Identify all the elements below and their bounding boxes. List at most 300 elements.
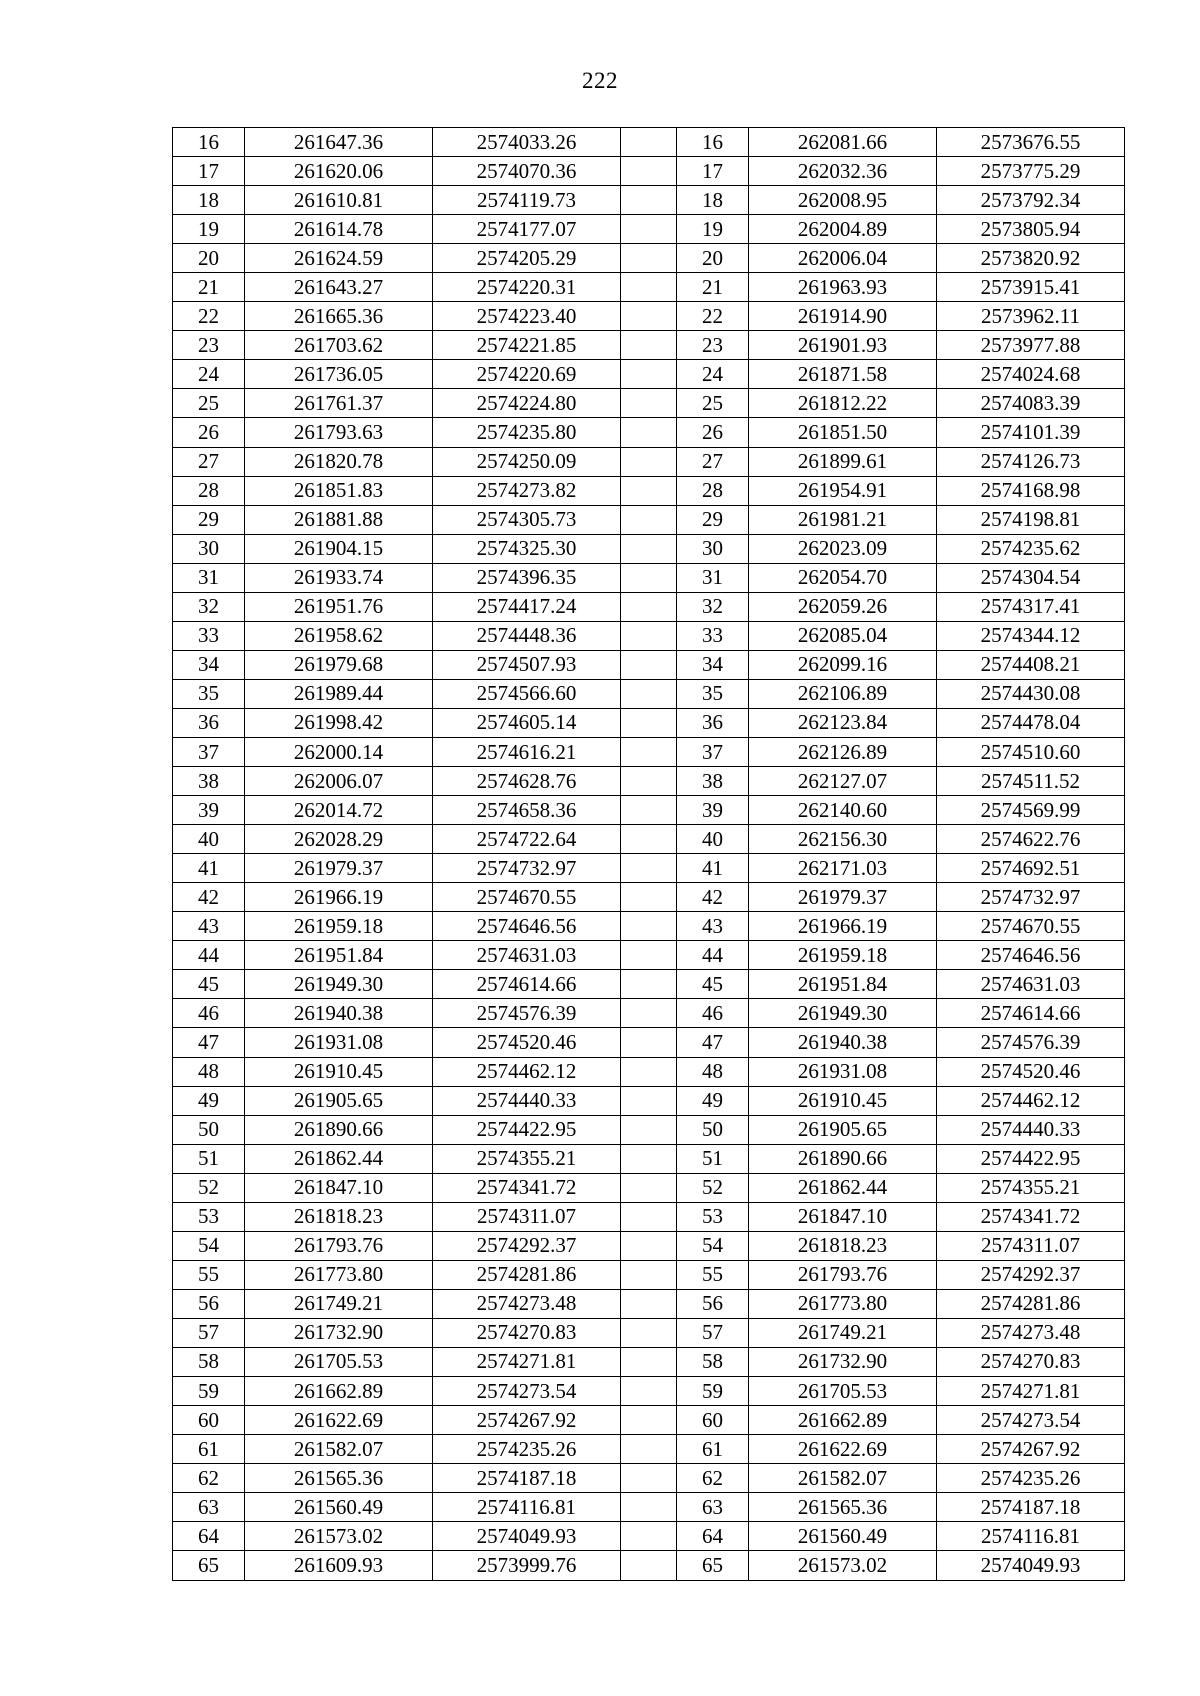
column-spacer-cell <box>621 854 677 883</box>
left-x-coordinate-cell: 261624.59 <box>245 244 433 273</box>
right-x-coordinate-cell: 261705.53 <box>749 1377 937 1406</box>
right-y-coordinate-cell: 2574235.26 <box>937 1464 1125 1493</box>
right-point-number-cell: 50 <box>677 1115 749 1144</box>
left-point-number-cell: 65 <box>173 1551 245 1581</box>
left-x-coordinate-cell: 262014.72 <box>245 796 433 825</box>
right-y-coordinate-cell: 2574510.60 <box>937 737 1125 766</box>
column-spacer-cell <box>621 302 677 331</box>
right-point-number-cell: 44 <box>677 941 749 970</box>
right-x-coordinate-cell: 261851.50 <box>749 418 937 447</box>
column-spacer-cell <box>621 883 677 912</box>
left-x-coordinate-cell: 261560.49 <box>245 1493 433 1522</box>
column-spacer-cell <box>621 1464 677 1493</box>
column-spacer-cell <box>621 1115 677 1144</box>
left-point-number-cell: 41 <box>173 854 245 883</box>
right-point-number-cell: 63 <box>677 1493 749 1522</box>
left-y-coordinate-cell: 2574448.36 <box>433 621 621 650</box>
right-y-coordinate-cell: 2574631.03 <box>937 970 1125 999</box>
left-point-number-cell: 37 <box>173 737 245 766</box>
column-spacer-cell <box>621 1551 677 1581</box>
left-x-coordinate-cell: 261818.23 <box>245 1202 433 1231</box>
table-row <box>173 1435 1125 1464</box>
right-x-coordinate-cell: 262006.04 <box>749 244 937 273</box>
right-point-number-cell: 37 <box>677 737 749 766</box>
right-y-coordinate-cell: 2574267.92 <box>937 1435 1125 1464</box>
left-y-coordinate-cell: 2574270.83 <box>433 1318 621 1347</box>
right-x-coordinate-cell: 261890.66 <box>749 1144 937 1173</box>
right-y-coordinate-cell: 2574273.54 <box>937 1406 1125 1435</box>
left-y-coordinate-cell: 2574646.56 <box>433 912 621 941</box>
column-spacer-cell <box>621 1435 677 1464</box>
table-row <box>173 1202 1125 1231</box>
right-y-coordinate-cell: 2574341.72 <box>937 1202 1125 1231</box>
table-row <box>173 592 1125 621</box>
column-spacer-cell <box>621 157 677 186</box>
right-x-coordinate-cell: 261582.07 <box>749 1464 937 1493</box>
right-x-coordinate-cell: 262085.04 <box>749 621 937 650</box>
left-x-coordinate-cell: 261705.53 <box>245 1347 433 1376</box>
right-y-coordinate-cell: 2574732.97 <box>937 883 1125 912</box>
left-y-coordinate-cell: 2574049.93 <box>433 1522 621 1551</box>
left-x-coordinate-cell: 261979.68 <box>245 650 433 679</box>
left-y-coordinate-cell: 2574462.12 <box>433 1057 621 1086</box>
right-x-coordinate-cell: 261931.08 <box>749 1057 937 1086</box>
left-point-number-cell: 19 <box>173 215 245 244</box>
column-spacer-cell <box>621 767 677 796</box>
right-y-coordinate-cell: 2574422.95 <box>937 1144 1125 1173</box>
left-x-coordinate-cell: 261732.90 <box>245 1318 433 1347</box>
right-point-number-cell: 61 <box>677 1435 749 1464</box>
right-y-coordinate-cell: 2574692.51 <box>937 854 1125 883</box>
left-x-coordinate-cell: 261910.45 <box>245 1057 433 1086</box>
left-x-coordinate-cell: 261582.07 <box>245 1435 433 1464</box>
right-y-coordinate-cell: 2574462.12 <box>937 1086 1125 1115</box>
right-point-number-cell: 51 <box>677 1144 749 1173</box>
right-y-coordinate-cell: 2574520.46 <box>937 1057 1125 1086</box>
right-x-coordinate-cell: 262008.95 <box>749 186 937 215</box>
left-x-coordinate-cell: 261773.80 <box>245 1260 433 1289</box>
column-spacer-cell <box>621 970 677 999</box>
left-point-number-cell: 27 <box>173 447 245 476</box>
left-y-coordinate-cell: 2574220.69 <box>433 360 621 389</box>
table-row <box>173 418 1125 447</box>
table-row <box>173 767 1125 796</box>
right-point-number-cell: 46 <box>677 999 749 1028</box>
column-spacer-cell <box>621 825 677 854</box>
table-row <box>173 1347 1125 1376</box>
right-x-coordinate-cell: 261818.23 <box>749 1231 937 1260</box>
column-spacer-cell <box>621 447 677 476</box>
right-point-number-cell: 33 <box>677 621 749 650</box>
right-point-number-cell: 17 <box>677 157 749 186</box>
column-spacer-cell <box>621 1144 677 1173</box>
right-y-coordinate-cell: 2574024.68 <box>937 360 1125 389</box>
left-y-coordinate-cell: 2574224.80 <box>433 389 621 418</box>
right-point-number-cell: 45 <box>677 970 749 999</box>
left-x-coordinate-cell: 261820.78 <box>245 447 433 476</box>
column-spacer-cell <box>621 1347 677 1376</box>
right-x-coordinate-cell: 262032.36 <box>749 157 937 186</box>
right-y-coordinate-cell: 2574569.99 <box>937 796 1125 825</box>
right-y-coordinate-cell: 2574344.12 <box>937 621 1125 650</box>
right-point-number-cell: 49 <box>677 1086 749 1115</box>
right-y-coordinate-cell: 2574187.18 <box>937 1493 1125 1522</box>
right-y-coordinate-cell: 2574478.04 <box>937 708 1125 737</box>
right-y-coordinate-cell: 2574646.56 <box>937 941 1125 970</box>
right-y-coordinate-cell: 2574281.86 <box>937 1289 1125 1318</box>
left-x-coordinate-cell: 261862.44 <box>245 1144 433 1173</box>
left-x-coordinate-cell: 262028.29 <box>245 825 433 854</box>
left-x-coordinate-cell: 261998.42 <box>245 708 433 737</box>
left-y-coordinate-cell: 2574396.35 <box>433 563 621 592</box>
right-x-coordinate-cell: 261812.22 <box>749 389 937 418</box>
right-x-coordinate-cell: 261793.76 <box>749 1260 937 1289</box>
left-point-number-cell: 55 <box>173 1260 245 1289</box>
left-point-number-cell: 17 <box>173 157 245 186</box>
right-x-coordinate-cell: 261981.21 <box>749 505 937 534</box>
left-point-number-cell: 42 <box>173 883 245 912</box>
right-x-coordinate-cell: 261914.90 <box>749 302 937 331</box>
right-point-number-cell: 60 <box>677 1406 749 1435</box>
right-point-number-cell: 52 <box>677 1173 749 1202</box>
right-point-number-cell: 64 <box>677 1522 749 1551</box>
right-y-coordinate-cell: 2574355.21 <box>937 1173 1125 1202</box>
left-point-number-cell: 21 <box>173 273 245 302</box>
right-point-number-cell: 22 <box>677 302 749 331</box>
left-point-number-cell: 63 <box>173 1493 245 1522</box>
left-y-coordinate-cell: 2574417.24 <box>433 592 621 621</box>
right-point-number-cell: 26 <box>677 418 749 447</box>
left-point-number-cell: 56 <box>173 1289 245 1318</box>
right-y-coordinate-cell: 2574270.83 <box>937 1347 1125 1376</box>
column-spacer-cell <box>621 912 677 941</box>
right-y-coordinate-cell: 2573962.11 <box>937 302 1125 331</box>
left-x-coordinate-cell: 261573.02 <box>245 1522 433 1551</box>
left-y-coordinate-cell: 2574273.82 <box>433 476 621 505</box>
left-y-coordinate-cell: 2574235.80 <box>433 418 621 447</box>
left-x-coordinate-cell: 261703.62 <box>245 331 433 360</box>
left-x-coordinate-cell: 261989.44 <box>245 679 433 708</box>
left-point-number-cell: 64 <box>173 1522 245 1551</box>
right-x-coordinate-cell: 261949.30 <box>749 999 937 1028</box>
right-y-coordinate-cell: 2574101.39 <box>937 418 1125 447</box>
right-y-coordinate-cell: 2574670.55 <box>937 912 1125 941</box>
right-x-coordinate-cell: 261951.84 <box>749 970 937 999</box>
table-row <box>173 1406 1125 1435</box>
right-point-number-cell: 56 <box>677 1289 749 1318</box>
table-row <box>173 1057 1125 1086</box>
right-x-coordinate-cell: 262004.89 <box>749 215 937 244</box>
right-y-coordinate-cell: 2573775.29 <box>937 157 1125 186</box>
right-x-coordinate-cell: 261622.69 <box>749 1435 937 1464</box>
left-point-number-cell: 36 <box>173 708 245 737</box>
right-point-number-cell: 20 <box>677 244 749 273</box>
right-point-number-cell: 58 <box>677 1347 749 1376</box>
column-spacer-cell <box>621 941 677 970</box>
right-x-coordinate-cell: 262171.03 <box>749 854 937 883</box>
right-point-number-cell: 41 <box>677 854 749 883</box>
left-y-coordinate-cell: 2574250.09 <box>433 447 621 476</box>
right-x-coordinate-cell: 261954.91 <box>749 476 937 505</box>
table-row <box>173 1260 1125 1289</box>
left-point-number-cell: 28 <box>173 476 245 505</box>
right-point-number-cell: 36 <box>677 708 749 737</box>
right-x-coordinate-cell: 261565.36 <box>749 1493 937 1522</box>
left-y-coordinate-cell: 2574292.37 <box>433 1231 621 1260</box>
left-x-coordinate-cell: 261890.66 <box>245 1115 433 1144</box>
column-spacer-cell <box>621 1260 677 1289</box>
right-y-coordinate-cell: 2574292.37 <box>937 1260 1125 1289</box>
right-x-coordinate-cell: 261862.44 <box>749 1173 937 1202</box>
right-point-number-cell: 30 <box>677 534 749 563</box>
column-spacer-cell <box>621 679 677 708</box>
right-x-coordinate-cell: 261940.38 <box>749 1028 937 1057</box>
right-point-number-cell: 28 <box>677 476 749 505</box>
left-point-number-cell: 47 <box>173 1028 245 1057</box>
right-point-number-cell: 16 <box>677 128 749 157</box>
column-spacer-cell <box>621 273 677 302</box>
column-spacer-cell <box>621 1493 677 1522</box>
right-x-coordinate-cell: 262127.07 <box>749 767 937 796</box>
right-y-coordinate-cell: 2574083.39 <box>937 389 1125 418</box>
left-point-number-cell: 40 <box>173 825 245 854</box>
right-point-number-cell: 18 <box>677 186 749 215</box>
left-x-coordinate-cell: 261622.69 <box>245 1406 433 1435</box>
table-row <box>173 1115 1125 1144</box>
left-x-coordinate-cell: 261565.36 <box>245 1464 433 1493</box>
left-point-number-cell: 31 <box>173 563 245 592</box>
table-row <box>173 244 1125 273</box>
right-point-number-cell: 65 <box>677 1551 749 1581</box>
table-row <box>173 302 1125 331</box>
left-y-coordinate-cell: 2574616.21 <box>433 737 621 766</box>
left-point-number-cell: 22 <box>173 302 245 331</box>
right-y-coordinate-cell: 2574440.33 <box>937 1115 1125 1144</box>
table-row <box>173 1377 1125 1406</box>
left-x-coordinate-cell: 261609.93 <box>245 1551 433 1581</box>
left-x-coordinate-cell: 261736.05 <box>245 360 433 389</box>
page-number: 222 <box>582 68 618 93</box>
left-point-number-cell: 23 <box>173 331 245 360</box>
table-row <box>173 708 1125 737</box>
table-row <box>173 825 1125 854</box>
left-y-coordinate-cell: 2574614.66 <box>433 970 621 999</box>
right-point-number-cell: 32 <box>677 592 749 621</box>
left-y-coordinate-cell: 2574628.76 <box>433 767 621 796</box>
left-y-coordinate-cell: 2574422.95 <box>433 1115 621 1144</box>
left-point-number-cell: 38 <box>173 767 245 796</box>
left-y-coordinate-cell: 2573999.76 <box>433 1551 621 1581</box>
left-x-coordinate-cell: 262006.07 <box>245 767 433 796</box>
column-spacer-cell <box>621 1406 677 1435</box>
coordinates-table <box>172 127 1125 1581</box>
left-y-coordinate-cell: 2574235.26 <box>433 1435 621 1464</box>
left-y-coordinate-cell: 2574070.36 <box>433 157 621 186</box>
table-row <box>173 1289 1125 1318</box>
table-row <box>173 1551 1125 1581</box>
right-x-coordinate-cell: 262106.89 <box>749 679 937 708</box>
left-y-coordinate-cell: 2574440.33 <box>433 1086 621 1115</box>
column-spacer-cell <box>621 128 677 157</box>
column-spacer-cell <box>621 1202 677 1231</box>
table-row <box>173 215 1125 244</box>
right-point-number-cell: 59 <box>677 1377 749 1406</box>
right-y-coordinate-cell: 2574576.39 <box>937 1028 1125 1057</box>
right-y-coordinate-cell: 2574311.07 <box>937 1231 1125 1260</box>
table-row <box>173 447 1125 476</box>
column-spacer-cell <box>621 796 677 825</box>
left-x-coordinate-cell: 261951.84 <box>245 941 433 970</box>
right-y-coordinate-cell: 2573977.88 <box>937 331 1125 360</box>
left-x-coordinate-cell: 261620.06 <box>245 157 433 186</box>
left-x-coordinate-cell: 262000.14 <box>245 737 433 766</box>
column-spacer-cell <box>621 244 677 273</box>
left-y-coordinate-cell: 2574566.60 <box>433 679 621 708</box>
left-point-number-cell: 18 <box>173 186 245 215</box>
table-row <box>173 999 1125 1028</box>
left-y-coordinate-cell: 2574220.31 <box>433 273 621 302</box>
column-spacer-cell <box>621 1231 677 1260</box>
right-y-coordinate-cell: 2574317.41 <box>937 592 1125 621</box>
left-y-coordinate-cell: 2574605.14 <box>433 708 621 737</box>
column-spacer-cell <box>621 1377 677 1406</box>
table-row <box>173 360 1125 389</box>
right-x-coordinate-cell: 261901.93 <box>749 331 937 360</box>
right-x-coordinate-cell: 262126.89 <box>749 737 937 766</box>
right-point-number-cell: 35 <box>677 679 749 708</box>
right-point-number-cell: 42 <box>677 883 749 912</box>
column-spacer-cell <box>621 418 677 447</box>
table-row <box>173 128 1125 157</box>
left-x-coordinate-cell: 261614.78 <box>245 215 433 244</box>
left-point-number-cell: 33 <box>173 621 245 650</box>
left-x-coordinate-cell: 261665.36 <box>245 302 433 331</box>
column-spacer-cell <box>621 1173 677 1202</box>
left-point-number-cell: 35 <box>173 679 245 708</box>
right-x-coordinate-cell: 262023.09 <box>749 534 937 563</box>
column-spacer-cell <box>621 1086 677 1115</box>
left-x-coordinate-cell: 261761.37 <box>245 389 433 418</box>
right-point-number-cell: 38 <box>677 767 749 796</box>
left-point-number-cell: 52 <box>173 1173 245 1202</box>
left-y-coordinate-cell: 2574033.26 <box>433 128 621 157</box>
left-point-number-cell: 25 <box>173 389 245 418</box>
right-y-coordinate-cell: 2574622.76 <box>937 825 1125 854</box>
right-point-number-cell: 23 <box>677 331 749 360</box>
table-row <box>173 1231 1125 1260</box>
table-row <box>173 854 1125 883</box>
left-point-number-cell: 29 <box>173 505 245 534</box>
right-point-number-cell: 62 <box>677 1464 749 1493</box>
right-y-coordinate-cell: 2574168.98 <box>937 476 1125 505</box>
right-point-number-cell: 39 <box>677 796 749 825</box>
table-row <box>173 1318 1125 1347</box>
left-x-coordinate-cell: 261940.38 <box>245 999 433 1028</box>
left-point-number-cell: 50 <box>173 1115 245 1144</box>
left-point-number-cell: 39 <box>173 796 245 825</box>
left-x-coordinate-cell: 261949.30 <box>245 970 433 999</box>
right-x-coordinate-cell: 261910.45 <box>749 1086 937 1115</box>
right-x-coordinate-cell: 261662.89 <box>749 1406 937 1435</box>
right-x-coordinate-cell: 261847.10 <box>749 1202 937 1231</box>
left-y-coordinate-cell: 2574732.97 <box>433 854 621 883</box>
left-y-coordinate-cell: 2574116.81 <box>433 1493 621 1522</box>
left-x-coordinate-cell: 261933.74 <box>245 563 433 592</box>
table-row <box>173 1464 1125 1493</box>
column-spacer-cell <box>621 331 677 360</box>
table-row <box>173 650 1125 679</box>
right-x-coordinate-cell: 261573.02 <box>749 1551 937 1581</box>
table-row <box>173 505 1125 534</box>
left-point-number-cell: 51 <box>173 1144 245 1173</box>
table-row <box>173 273 1125 302</box>
column-spacer-cell <box>621 534 677 563</box>
left-point-number-cell: 46 <box>173 999 245 1028</box>
right-point-number-cell: 48 <box>677 1057 749 1086</box>
right-x-coordinate-cell: 261560.49 <box>749 1522 937 1551</box>
right-point-number-cell: 47 <box>677 1028 749 1057</box>
right-point-number-cell: 57 <box>677 1318 749 1347</box>
right-x-coordinate-cell: 262099.16 <box>749 650 937 679</box>
left-point-number-cell: 16 <box>173 128 245 157</box>
left-point-number-cell: 59 <box>173 1377 245 1406</box>
right-point-number-cell: 27 <box>677 447 749 476</box>
left-point-number-cell: 58 <box>173 1347 245 1376</box>
right-point-number-cell: 29 <box>677 505 749 534</box>
right-x-coordinate-cell: 262123.84 <box>749 708 937 737</box>
right-y-coordinate-cell: 2574511.52 <box>937 767 1125 796</box>
right-y-coordinate-cell: 2574049.93 <box>937 1551 1125 1581</box>
table-row <box>173 563 1125 592</box>
table-row <box>173 941 1125 970</box>
left-y-coordinate-cell: 2574273.54 <box>433 1377 621 1406</box>
right-y-coordinate-cell: 2574198.81 <box>937 505 1125 534</box>
column-spacer-cell <box>621 1028 677 1057</box>
column-spacer-cell <box>621 621 677 650</box>
right-x-coordinate-cell: 262054.70 <box>749 563 937 592</box>
left-point-number-cell: 32 <box>173 592 245 621</box>
column-spacer-cell <box>621 215 677 244</box>
table-row <box>173 737 1125 766</box>
table-row <box>173 186 1125 215</box>
left-x-coordinate-cell: 261881.88 <box>245 505 433 534</box>
left-y-coordinate-cell: 2574187.18 <box>433 1464 621 1493</box>
right-point-number-cell: 21 <box>677 273 749 302</box>
left-point-number-cell: 57 <box>173 1318 245 1347</box>
left-point-number-cell: 26 <box>173 418 245 447</box>
right-y-coordinate-cell: 2574430.08 <box>937 679 1125 708</box>
left-x-coordinate-cell: 261610.81 <box>245 186 433 215</box>
left-y-coordinate-cell: 2574273.48 <box>433 1289 621 1318</box>
column-spacer-cell <box>621 186 677 215</box>
left-x-coordinate-cell: 261847.10 <box>245 1173 433 1202</box>
table-row <box>173 476 1125 505</box>
table-row <box>173 1028 1125 1057</box>
left-point-number-cell: 60 <box>173 1406 245 1435</box>
column-spacer-cell <box>621 360 677 389</box>
left-y-coordinate-cell: 2574325.30 <box>433 534 621 563</box>
left-x-coordinate-cell: 261904.15 <box>245 534 433 563</box>
left-x-coordinate-cell: 261793.76 <box>245 1231 433 1260</box>
right-y-coordinate-cell: 2574271.81 <box>937 1377 1125 1406</box>
right-point-number-cell: 19 <box>677 215 749 244</box>
left-point-number-cell: 44 <box>173 941 245 970</box>
left-y-coordinate-cell: 2574658.36 <box>433 796 621 825</box>
left-y-coordinate-cell: 2574223.40 <box>433 302 621 331</box>
left-y-coordinate-cell: 2574576.39 <box>433 999 621 1028</box>
column-spacer-cell <box>621 592 677 621</box>
right-y-coordinate-cell: 2574235.62 <box>937 534 1125 563</box>
